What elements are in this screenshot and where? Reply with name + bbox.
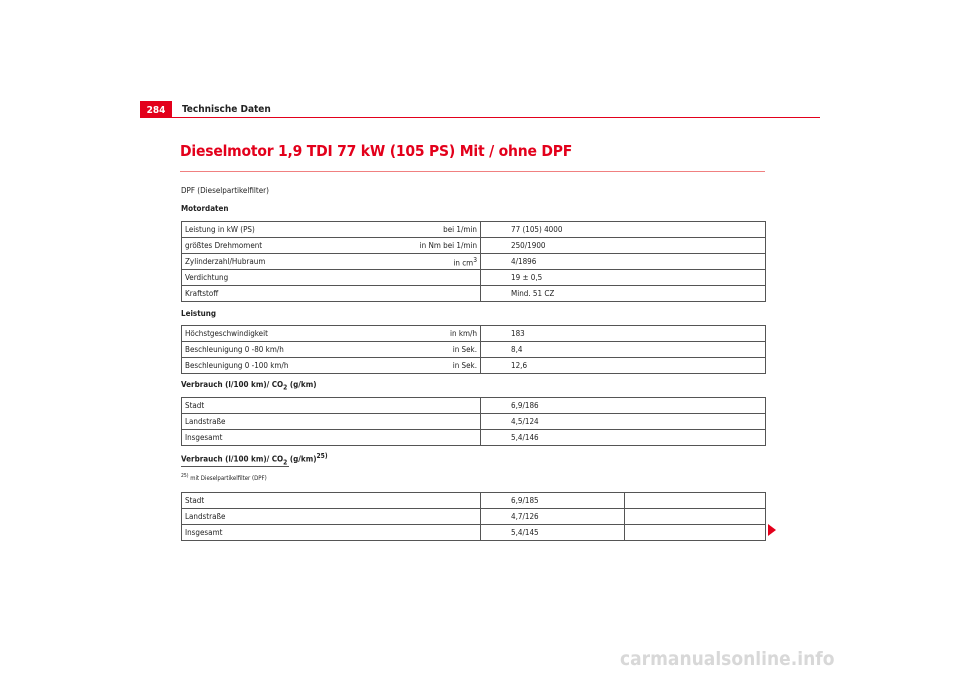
row-value: 6,9/186 [481,398,766,414]
row-label: Stadt [182,398,481,414]
motordaten-heading: Motordaten [181,204,229,213]
row-value: 6,9/185 [481,493,625,509]
row-value: 5,4/145 [481,525,625,541]
table-row [182,398,766,414]
row-label: Beschleunigung 0 -80 km/h [182,342,389,358]
table-row [182,493,766,509]
table-row [182,326,766,342]
row-value: 4,7/126 [481,509,625,525]
row-label: Kraftstoff [182,286,389,302]
header-divider [140,117,820,118]
row-label: Höchstgeschwindigkeit [182,326,389,342]
row-label: Beschleunigung 0 -100 km/h [182,358,389,374]
row-label: Zylinderzahl/Hubraum [182,254,389,270]
row-empty-cell [625,509,766,525]
table-row [182,270,766,286]
row-value: Mind. 51 CZ [481,286,766,302]
verbrauch-dpf-heading: Verbrauch (l/100 km)/ $CO_2$ $(g/km)^{25)}$ [181,452,328,467]
next-page-arrow-icon[interactable] [768,524,776,536]
table-row [182,414,766,430]
row-value: 8,4 [481,342,766,358]
row-label: Leistung in kW (PS) [182,222,389,238]
row-unit: in km/h [388,326,481,342]
row-unit: in $cm^3$ [388,254,481,270]
row-value: 4,5/124 [481,414,766,430]
leistung-table [181,325,766,374]
row-value: 19 ± 0,5 [481,270,766,286]
page-number: 284 [140,101,172,118]
footnote-divider [181,466,289,467]
row-empty-cell [625,525,766,541]
table-row [182,254,766,270]
table-row [182,238,766,254]
section-title: Technische Daten [182,104,271,115]
row-value: 12,6 [481,358,766,374]
motordaten-table [181,221,766,302]
row-value: 5,4/146 [481,430,766,446]
row-value: 250/1900 [481,238,766,254]
table-row [182,509,766,525]
table-row [182,430,766,446]
row-label: Insgesamt [182,430,481,446]
intro-text: DPF (Dieselpartikelfilter) [181,186,269,195]
leistung-heading: Leistung [181,309,217,318]
verbrauch-dpf-table [181,492,766,541]
row-unit: bei 1/min [388,222,481,238]
row-unit [388,270,481,286]
row-label: Verdichtung [182,270,389,286]
row-value: 183 [481,326,766,342]
row-unit [388,286,481,302]
row-unit: in Sek. [388,342,481,358]
row-empty-cell [625,493,766,509]
table-row [182,358,766,374]
row-label: Landstraße [182,414,481,430]
row-label: Stadt [182,493,481,509]
row-unit: in Sek. [388,358,481,374]
verbrauch-table [181,397,766,446]
footnote: $^{25)}$ mit Dieselpartikelfilter (DPF) [181,473,267,482]
watermark: carmanualsonline.info [620,648,835,670]
title-underline [180,171,765,172]
row-label: größtes Drehmoment [182,238,389,254]
table-row [182,222,766,238]
row-value: 77 (105) 4000 [481,222,766,238]
verbrauch-heading: Verbrauch (l/100 km)/ $CO_2$ (g/km) [181,380,317,392]
row-unit: in Nm bei 1/min [388,238,481,254]
row-label: Insgesamt [182,525,481,541]
table-row [182,286,766,302]
row-value: 4/1896 [481,254,766,270]
table-row [182,525,766,541]
table-row [182,342,766,358]
page-title: Dieselmotor 1,9 TDI 77 kW (105 PS) Mit / ohne DPF [180,142,573,160]
row-label: Landstraße [182,509,481,525]
